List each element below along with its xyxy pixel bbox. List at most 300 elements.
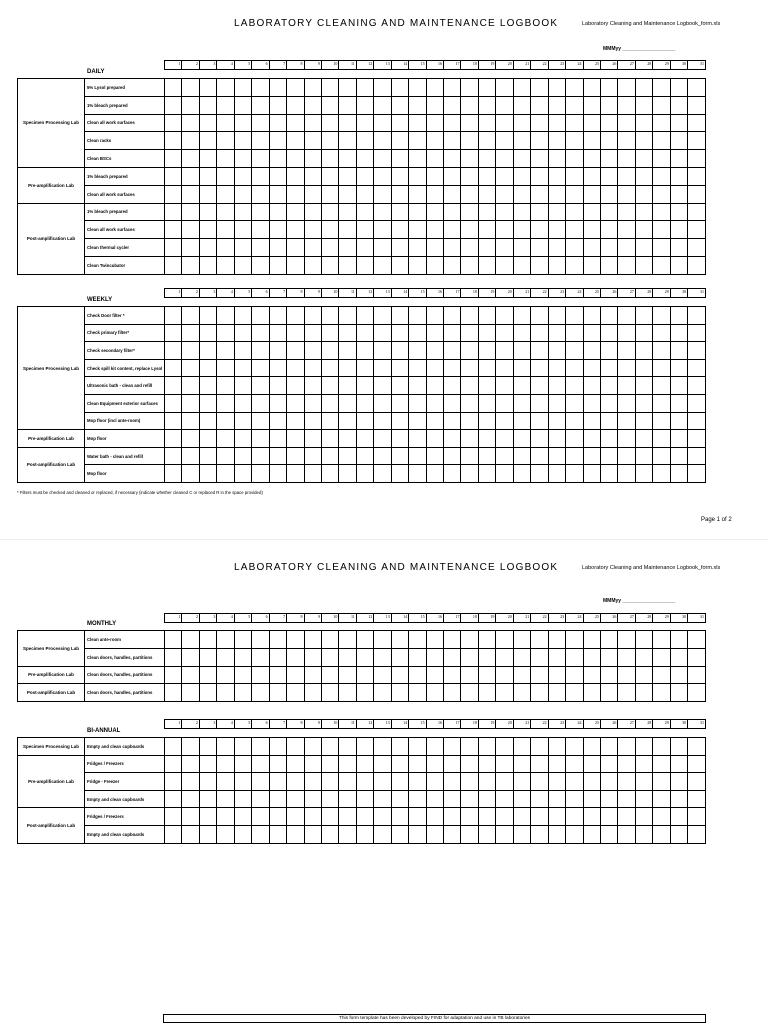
day-check-cell[interactable] [217, 239, 234, 257]
day-check-cell[interactable] [513, 447, 530, 465]
day-check-cell[interactable] [688, 377, 706, 395]
day-check-cell[interactable] [234, 79, 251, 97]
day-check-cell[interactable] [600, 79, 617, 97]
day-check-cell[interactable] [165, 324, 182, 342]
day-check-cell[interactable] [513, 738, 530, 756]
day-check-cell[interactable] [234, 808, 251, 826]
day-check-cell[interactable] [252, 684, 269, 702]
day-check-cell[interactable] [391, 359, 408, 377]
day-check-cell[interactable] [269, 684, 286, 702]
day-check-cell[interactable] [513, 324, 530, 342]
day-check-cell[interactable] [496, 684, 513, 702]
day-check-cell[interactable] [234, 324, 251, 342]
day-check-cell[interactable] [356, 790, 373, 808]
day-check-cell[interactable] [426, 114, 443, 132]
day-check-cell[interactable] [409, 96, 426, 114]
day-check-cell[interactable] [461, 808, 478, 826]
day-check-cell[interactable] [165, 631, 182, 649]
day-check-cell[interactable] [304, 221, 321, 239]
day-check-cell[interactable] [165, 203, 182, 221]
day-check-cell[interactable] [583, 185, 600, 203]
day-check-cell[interactable] [583, 150, 600, 168]
day-check-cell[interactable] [165, 808, 182, 826]
day-check-cell[interactable] [304, 684, 321, 702]
day-check-cell[interactable] [234, 773, 251, 791]
day-check-cell[interactable] [513, 631, 530, 649]
day-check-cell[interactable] [321, 394, 338, 412]
day-check-cell[interactable] [304, 377, 321, 395]
day-check-cell[interactable] [234, 377, 251, 395]
day-check-cell[interactable] [182, 185, 199, 203]
day-check-cell[interactable] [374, 132, 391, 150]
day-check-cell[interactable] [566, 790, 583, 808]
day-check-cell[interactable] [269, 167, 286, 185]
day-check-cell[interactable] [670, 394, 687, 412]
day-check-cell[interactable] [688, 825, 706, 843]
day-check-cell[interactable] [321, 114, 338, 132]
day-check-cell[interactable] [252, 631, 269, 649]
day-check-cell[interactable] [304, 773, 321, 791]
day-check-cell[interactable] [531, 307, 548, 325]
day-check-cell[interactable] [182, 648, 199, 666]
day-check-cell[interactable] [496, 447, 513, 465]
day-check-cell[interactable] [513, 256, 530, 274]
day-check-cell[interactable] [600, 324, 617, 342]
day-check-cell[interactable] [444, 755, 461, 773]
day-check-cell[interactable] [356, 239, 373, 257]
day-check-cell[interactable] [478, 307, 495, 325]
day-check-cell[interactable] [391, 684, 408, 702]
day-check-cell[interactable] [688, 808, 706, 826]
day-check-cell[interactable] [217, 738, 234, 756]
day-check-cell[interactable] [409, 307, 426, 325]
day-check-cell[interactable] [566, 307, 583, 325]
day-check-cell[interactable] [304, 447, 321, 465]
day-check-cell[interactable] [199, 790, 216, 808]
day-check-cell[interactable] [583, 430, 600, 448]
day-check-cell[interactable] [531, 239, 548, 257]
day-check-cell[interactable] [199, 394, 216, 412]
day-check-cell[interactable] [252, 79, 269, 97]
day-check-cell[interactable] [304, 185, 321, 203]
day-check-cell[interactable] [269, 808, 286, 826]
day-check-cell[interactable] [496, 167, 513, 185]
day-check-cell[interactable] [217, 465, 234, 483]
day-check-cell[interactable] [513, 684, 530, 702]
day-check-cell[interactable] [234, 465, 251, 483]
day-check-cell[interactable] [653, 412, 670, 430]
day-check-cell[interactable] [600, 394, 617, 412]
day-check-cell[interactable] [566, 666, 583, 684]
day-check-cell[interactable] [252, 755, 269, 773]
day-check-cell[interactable] [321, 412, 338, 430]
day-check-cell[interactable] [670, 447, 687, 465]
day-check-cell[interactable] [513, 239, 530, 257]
day-check-cell[interactable] [287, 790, 304, 808]
day-check-cell[interactable] [583, 203, 600, 221]
day-check-cell[interactable] [600, 185, 617, 203]
day-check-cell[interactable] [653, 377, 670, 395]
day-check-cell[interactable] [321, 377, 338, 395]
day-check-cell[interactable] [409, 447, 426, 465]
day-check-cell[interactable] [182, 631, 199, 649]
day-check-cell[interactable] [583, 394, 600, 412]
day-check-cell[interactable] [409, 79, 426, 97]
day-check-cell[interactable] [444, 307, 461, 325]
day-check-cell[interactable] [583, 221, 600, 239]
day-check-cell[interactable] [182, 394, 199, 412]
day-check-cell[interactable] [409, 773, 426, 791]
day-check-cell[interactable] [635, 221, 652, 239]
day-check-cell[interactable] [391, 666, 408, 684]
day-check-cell[interactable] [182, 132, 199, 150]
day-check-cell[interactable] [269, 377, 286, 395]
day-check-cell[interactable] [600, 666, 617, 684]
day-check-cell[interactable] [339, 307, 356, 325]
day-check-cell[interactable] [339, 394, 356, 412]
day-check-cell[interactable] [583, 239, 600, 257]
day-check-cell[interactable] [461, 755, 478, 773]
day-check-cell[interactable] [688, 648, 706, 666]
day-check-cell[interactable] [548, 447, 565, 465]
day-check-cell[interactable] [391, 185, 408, 203]
day-check-cell[interactable] [635, 631, 652, 649]
day-check-cell[interactable] [252, 825, 269, 843]
day-check-cell[interactable] [461, 324, 478, 342]
day-check-cell[interactable] [374, 185, 391, 203]
day-check-cell[interactable] [461, 203, 478, 221]
day-check-cell[interactable] [426, 342, 443, 360]
day-check-cell[interactable] [165, 185, 182, 203]
day-check-cell[interactable] [304, 203, 321, 221]
day-check-cell[interactable] [304, 359, 321, 377]
day-check-cell[interactable] [513, 79, 530, 97]
day-check-cell[interactable] [217, 755, 234, 773]
day-check-cell[interactable] [356, 114, 373, 132]
day-check-cell[interactable] [287, 359, 304, 377]
day-check-cell[interactable] [600, 150, 617, 168]
day-check-cell[interactable] [688, 307, 706, 325]
day-check-cell[interactable] [269, 221, 286, 239]
day-check-cell[interactable] [548, 825, 565, 843]
day-check-cell[interactable] [444, 773, 461, 791]
day-check-cell[interactable] [531, 377, 548, 395]
day-check-cell[interactable] [426, 631, 443, 649]
day-check-cell[interactable] [688, 465, 706, 483]
day-check-cell[interactable] [426, 221, 443, 239]
day-check-cell[interactable] [444, 359, 461, 377]
day-check-cell[interactable] [600, 167, 617, 185]
day-check-cell[interactable] [409, 239, 426, 257]
day-check-cell[interactable] [426, 324, 443, 342]
day-check-cell[interactable] [583, 738, 600, 756]
day-check-cell[interactable] [618, 203, 635, 221]
day-check-cell[interactable] [356, 666, 373, 684]
day-check-cell[interactable] [670, 684, 687, 702]
day-check-cell[interactable] [374, 773, 391, 791]
day-check-cell[interactable] [548, 808, 565, 826]
day-check-cell[interactable] [217, 114, 234, 132]
day-check-cell[interactable] [356, 342, 373, 360]
day-check-cell[interactable] [339, 239, 356, 257]
day-check-cell[interactable] [356, 307, 373, 325]
day-check-cell[interactable] [653, 342, 670, 360]
day-check-cell[interactable] [653, 96, 670, 114]
day-check-cell[interactable] [600, 755, 617, 773]
day-check-cell[interactable] [252, 114, 269, 132]
day-check-cell[interactable] [391, 412, 408, 430]
day-check-cell[interactable] [304, 430, 321, 448]
day-check-cell[interactable] [635, 359, 652, 377]
day-check-cell[interactable] [653, 132, 670, 150]
day-check-cell[interactable] [600, 412, 617, 430]
day-check-cell[interactable] [670, 755, 687, 773]
day-check-cell[interactable] [653, 167, 670, 185]
day-check-cell[interactable] [548, 394, 565, 412]
day-check-cell[interactable] [688, 150, 706, 168]
day-check-cell[interactable] [618, 359, 635, 377]
day-check-cell[interactable] [165, 684, 182, 702]
day-check-cell[interactable] [670, 808, 687, 826]
day-check-cell[interactable] [583, 256, 600, 274]
day-check-cell[interactable] [217, 256, 234, 274]
day-check-cell[interactable] [339, 256, 356, 274]
day-check-cell[interactable] [635, 648, 652, 666]
day-check-cell[interactable] [287, 96, 304, 114]
day-check-cell[interactable] [304, 132, 321, 150]
day-check-cell[interactable] [478, 324, 495, 342]
day-check-cell[interactable] [600, 256, 617, 274]
day-check-cell[interactable] [461, 96, 478, 114]
day-check-cell[interactable] [199, 114, 216, 132]
day-check-cell[interactable] [234, 631, 251, 649]
day-check-cell[interactable] [618, 738, 635, 756]
day-check-cell[interactable] [287, 773, 304, 791]
day-check-cell[interactable] [304, 150, 321, 168]
day-check-cell[interactable] [321, 790, 338, 808]
day-check-cell[interactable] [478, 377, 495, 395]
day-check-cell[interactable] [409, 412, 426, 430]
day-check-cell[interactable] [356, 447, 373, 465]
day-check-cell[interactable] [304, 666, 321, 684]
day-check-cell[interactable] [618, 79, 635, 97]
day-check-cell[interactable] [409, 808, 426, 826]
day-check-cell[interactable] [234, 167, 251, 185]
day-check-cell[interactable] [321, 808, 338, 826]
day-check-cell[interactable] [531, 221, 548, 239]
day-check-cell[interactable] [304, 79, 321, 97]
day-check-cell[interactable] [618, 185, 635, 203]
day-check-cell[interactable] [269, 790, 286, 808]
day-check-cell[interactable] [391, 447, 408, 465]
day-check-cell[interactable] [548, 412, 565, 430]
day-check-cell[interactable] [391, 808, 408, 826]
day-check-cell[interactable] [199, 447, 216, 465]
day-check-cell[interactable] [583, 132, 600, 150]
day-check-cell[interactable] [461, 239, 478, 257]
day-check-cell[interactable] [165, 307, 182, 325]
day-check-cell[interactable] [426, 412, 443, 430]
day-check-cell[interactable] [165, 342, 182, 360]
day-check-cell[interactable] [513, 808, 530, 826]
day-check-cell[interactable] [409, 324, 426, 342]
day-check-cell[interactable] [391, 307, 408, 325]
day-check-cell[interactable] [566, 394, 583, 412]
day-check-cell[interactable] [374, 256, 391, 274]
day-check-cell[interactable] [531, 631, 548, 649]
day-check-cell[interactable] [269, 203, 286, 221]
day-check-cell[interactable] [583, 79, 600, 97]
day-check-cell[interactable] [374, 666, 391, 684]
day-check-cell[interactable] [496, 114, 513, 132]
day-check-cell[interactable] [478, 447, 495, 465]
day-check-cell[interactable] [409, 185, 426, 203]
day-check-cell[interactable] [269, 773, 286, 791]
day-check-cell[interactable] [583, 631, 600, 649]
day-check-cell[interactable] [217, 167, 234, 185]
day-check-cell[interactable] [496, 412, 513, 430]
day-check-cell[interactable] [339, 359, 356, 377]
day-check-cell[interactable] [670, 96, 687, 114]
day-check-cell[interactable] [234, 307, 251, 325]
day-check-cell[interactable] [548, 167, 565, 185]
day-check-cell[interactable] [461, 447, 478, 465]
day-check-cell[interactable] [182, 221, 199, 239]
day-check-cell[interactable] [356, 465, 373, 483]
day-check-cell[interactable] [182, 412, 199, 430]
day-check-cell[interactable] [252, 96, 269, 114]
day-check-cell[interactable] [688, 342, 706, 360]
day-check-cell[interactable] [321, 185, 338, 203]
day-check-cell[interactable] [461, 307, 478, 325]
day-check-cell[interactable] [600, 221, 617, 239]
day-check-cell[interactable] [531, 167, 548, 185]
day-check-cell[interactable] [444, 684, 461, 702]
day-check-cell[interactable] [165, 790, 182, 808]
day-check-cell[interactable] [653, 684, 670, 702]
day-check-cell[interactable] [583, 377, 600, 395]
day-check-cell[interactable] [531, 790, 548, 808]
day-check-cell[interactable] [444, 96, 461, 114]
day-check-cell[interactable] [269, 648, 286, 666]
day-check-cell[interactable] [461, 412, 478, 430]
day-check-cell[interactable] [513, 825, 530, 843]
day-check-cell[interactable] [688, 167, 706, 185]
day-check-cell[interactable] [199, 96, 216, 114]
day-check-cell[interactable] [304, 648, 321, 666]
day-check-cell[interactable] [531, 185, 548, 203]
day-check-cell[interactable] [269, 132, 286, 150]
day-check-cell[interactable] [548, 631, 565, 649]
day-check-cell[interactable] [304, 808, 321, 826]
day-check-cell[interactable] [653, 307, 670, 325]
day-check-cell[interactable] [409, 359, 426, 377]
day-check-cell[interactable] [618, 377, 635, 395]
day-check-cell[interactable] [165, 648, 182, 666]
day-check-cell[interactable] [199, 256, 216, 274]
day-check-cell[interactable] [391, 825, 408, 843]
day-check-cell[interactable] [688, 114, 706, 132]
day-check-cell[interactable] [304, 239, 321, 257]
day-check-cell[interactable] [548, 342, 565, 360]
day-check-cell[interactable] [321, 132, 338, 150]
day-check-cell[interactable] [321, 359, 338, 377]
day-check-cell[interactable] [635, 239, 652, 257]
day-check-cell[interactable] [252, 342, 269, 360]
day-check-cell[interactable] [513, 185, 530, 203]
day-check-cell[interactable] [653, 666, 670, 684]
day-check-cell[interactable] [618, 808, 635, 826]
day-check-cell[interactable] [339, 167, 356, 185]
day-check-cell[interactable] [321, 631, 338, 649]
day-check-cell[interactable] [478, 167, 495, 185]
day-check-cell[interactable] [653, 239, 670, 257]
day-check-cell[interactable] [199, 755, 216, 773]
day-check-cell[interactable] [217, 666, 234, 684]
day-check-cell[interactable] [409, 631, 426, 649]
day-check-cell[interactable] [426, 167, 443, 185]
day-check-cell[interactable] [321, 430, 338, 448]
day-check-cell[interactable] [496, 96, 513, 114]
day-check-cell[interactable] [461, 132, 478, 150]
day-check-cell[interactable] [269, 79, 286, 97]
day-check-cell[interactable] [478, 185, 495, 203]
day-check-cell[interactable] [252, 150, 269, 168]
day-check-cell[interactable] [339, 825, 356, 843]
day-check-cell[interactable] [635, 666, 652, 684]
day-check-cell[interactable] [531, 79, 548, 97]
day-check-cell[interactable] [234, 239, 251, 257]
day-check-cell[interactable] [635, 377, 652, 395]
day-check-cell[interactable] [409, 738, 426, 756]
day-check-cell[interactable] [444, 256, 461, 274]
day-check-cell[interactable] [287, 377, 304, 395]
day-check-cell[interactable] [478, 96, 495, 114]
day-check-cell[interactable] [339, 666, 356, 684]
day-check-cell[interactable] [566, 447, 583, 465]
day-check-cell[interactable] [688, 412, 706, 430]
day-check-cell[interactable] [583, 412, 600, 430]
day-check-cell[interactable] [670, 167, 687, 185]
day-check-cell[interactable] [374, 825, 391, 843]
day-check-cell[interactable] [304, 790, 321, 808]
day-check-cell[interactable] [461, 631, 478, 649]
day-check-cell[interactable] [531, 96, 548, 114]
day-check-cell[interactable] [600, 773, 617, 791]
day-check-cell[interactable] [635, 684, 652, 702]
day-check-cell[interactable] [339, 412, 356, 430]
day-check-cell[interactable] [391, 132, 408, 150]
day-check-cell[interactable] [513, 132, 530, 150]
day-check-cell[interactable] [583, 324, 600, 342]
day-check-cell[interactable] [566, 825, 583, 843]
day-check-cell[interactable] [496, 132, 513, 150]
day-check-cell[interactable] [199, 342, 216, 360]
day-check-cell[interactable] [287, 755, 304, 773]
day-check-cell[interactable] [444, 430, 461, 448]
day-check-cell[interactable] [199, 221, 216, 239]
day-check-cell[interactable] [566, 773, 583, 791]
day-check-cell[interactable] [409, 666, 426, 684]
day-check-cell[interactable] [461, 221, 478, 239]
day-check-cell[interactable] [356, 738, 373, 756]
day-check-cell[interactable] [513, 203, 530, 221]
day-check-cell[interactable] [391, 394, 408, 412]
day-check-cell[interactable] [374, 808, 391, 826]
day-check-cell[interactable] [287, 185, 304, 203]
day-check-cell[interactable] [252, 465, 269, 483]
day-check-cell[interactable] [391, 648, 408, 666]
